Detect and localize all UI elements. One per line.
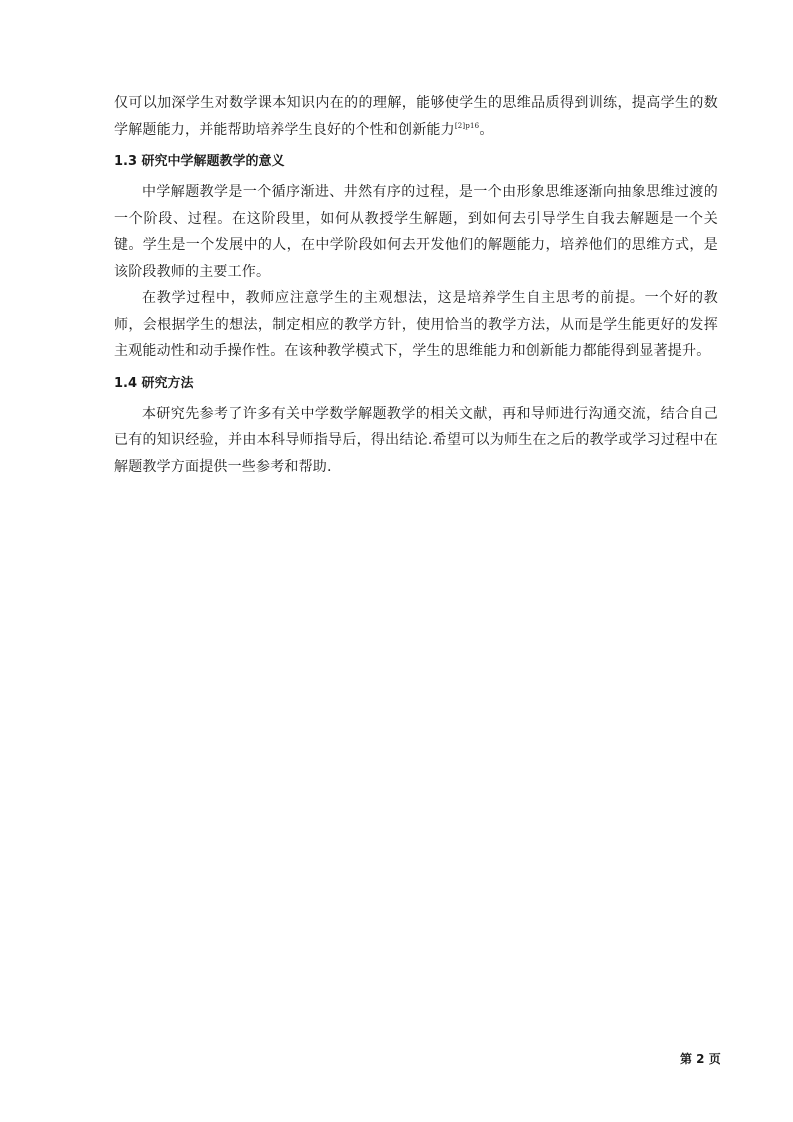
page-content	[114, 90, 718, 480]
section-1-3-paragraph-1: 中学解题教学是一个循序渐进、井然有序的过程，是一个由形象思维逐渐向抽象思维过渡的一个阶段、过程。在这阶段里，如何从教授学生解题，到如何去引导学生自我去解题是一个关键。学生是一个发展中的人，在中学阶段如何去开发他们的解题能力，培养他们的思维方式，是该阶段教师的主要工作。	[114, 184, 718, 280]
continued-paragraph-end: 。	[479, 121, 494, 138]
section-1-4-paragraph-1: 本研究先参考了许多有关中学数学解题教学的相关文献，再和导师进行沟通交流，结合自己已有的知识经验，并由本科导师指导后，得出结论.希望可以为师生在之后的教学或学习过程中在解题教学方面提供一些参考和帮助.	[114, 405, 718, 475]
continued-paragraph	[114, 90, 718, 143]
section-1-3-paragraph-2: 在教学过程中，教师应注意学生的主观想法，这是培养学生自主思考的前提。一个好的教师，会根据学生的想法，制定相应的教学方针，使用恰当的教学方法，从而是学生能更好的发挥主观能动性和动手操作性。在该种教学模式下，学生的思维能力和创新能力都能得到显著提升。	[114, 290, 718, 359]
page-number: 第 2 页	[680, 1052, 721, 1066]
continued-paragraph-text: 仅可以加深学生对数学课本知识内在的的理解，能够使学生的思维品质得到训练，提高学生的数学解题能力，并能帮助培养学生良好的个性和创新能力	[114, 95, 718, 138]
section-1-4-heading: 1.4 研究方法	[114, 375, 194, 391]
section-1-3-heading: 1.3 研究中学解题教学的意义	[114, 154, 285, 169]
citation-superscript: [2]p16	[454, 121, 480, 130]
